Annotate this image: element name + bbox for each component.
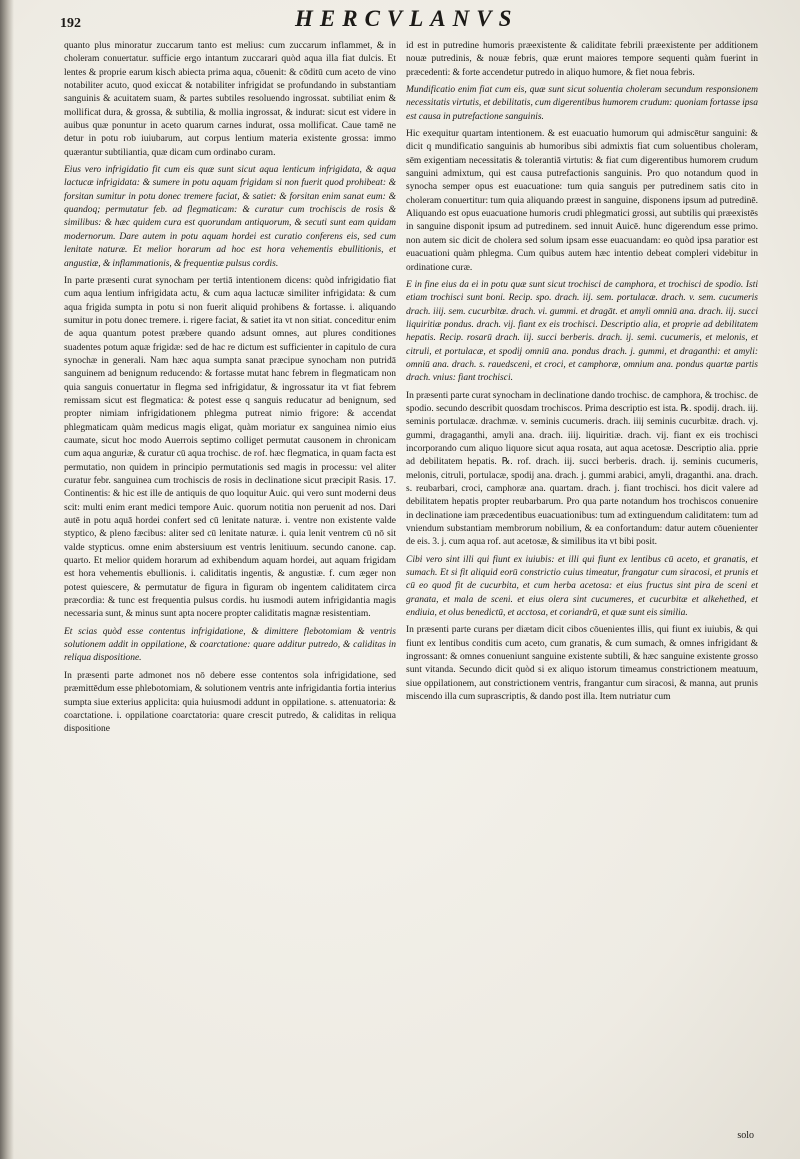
binding-gutter xyxy=(0,0,14,1159)
catchword: solo xyxy=(737,1130,754,1141)
folio-number: 192 xyxy=(60,16,81,31)
commentary-paragraph: In parte præsenti curat synocham per tertiā intentionem dicens: quòd infrigidatio fiat cum aqua lentium infrigidata actu, & cum aqua lactucæ similiter infrigidata: & cum aqua frigida sumpta in potu si non fuerit aliquid prohibens & fortasse. i. aliquando sumitur in potu donec tremere. i. rigere faciat, & satiet ita vt non sitiat. conceditur enim de aqua quantum potest præbere quando adsunt omnes, aut plures conditiones suadentes potum aquæ frigidæ: sed de hac re dictum est sufficienter in capitulo de cura synochæ in generali. Nam hæc aqua sumpta sanat præcipue synocham non putridā sanguinem ad benignum reducendo: & fortasse mutat hanc febrem in flegmaticam non quia sanguis conuertatur in flegma sed infrigidatur, & ingrossatur ita vt fiat febrem remissam sicut est flegmatica: & potest esse q sanguis reducatur ad benignum, sed propter nimiam infrigidationem phlegma putreat nimio frigore: & accendat phlegmaticam quàm medicus magis eligat, quàm moriatur ex sanguinea nimio eius caumate, sicut hoc modo Auerrois septimo colliget permutat causonem in chronicam cum aqua anguriæ, & curatur cū aqua trochisc. de rof. hæc flegmatica, in quam facta est permutatio, non quidem in principio permutationis sed magis in processu: vel aliter curatur febr. sanguinea cum trochiscis de rosis in declinatione sicut præcipit Rasis. 17. Continentis: & hic est ille de antiquis de quo loquitur Auic. qui vero sunt moderni deus scit: multi enim erant medici tempore Auic. quorum notitia non peruenit ad nos. Dari autē in potu aquā hordei confert sed cū lenitate naturæ. i. ventre non existente valde styptico, & pleno fæcibus: aliter sed cū lenitate naturæ. i. quia lenit ventrem cū nō sit valde stypticus. omne enim abstersiuum est ventris lenitiuum. secundo canone. cap. quarto. Et melior quidem horarum ad exhibendum aquam hordei, aut aquam frigidam est hora vehementis ebullionis. i. caliditatis ingentis, & angustiæ. f. cum æger non potest quiescere, & permutatur de figura in figuram ob ingentem caliditatem circa præcordia: & tunc est frequentia pulsus cordis. hu iusmodi autem infrigidantia magis necessaria sunt, & minus sunt apta nocere propter caliditatis magnæ resistentiam. xyxy=(64,275,396,620)
commentary-paragraph: quanto plus minoratur zuccarum tanto est melius: cum zuccarum inflammet, & in choleram conuertatur. sufficie ergo intantum zuccarari quòd aqua illa fiat dulcis. Et lentes & proprie earum kisch abiecta prima aqua, cōuenit: & cōditū cum aceto de vino notabiliter acuto, quod exiccat & notabiliter infrigidat se profundando in substantiam sanguinis & acuitatem suam, & partes subtiles resoluendo ingrossat. subtiliat enim & mollificat dura, & grossa, & subtilia, & mollia ingrossat, & indurat: sicut est videre in auibus quæ ponuntur in aceto quarum carnes indurat, ossa mollificat. Caue tamē ne detur in potu rob iuiubarum, aut corpus lentium materia existente grossa: immo quærantur subtiliantia, quæ dicam cum ordinabo curam. xyxy=(64,41,396,158)
right-column xyxy=(406,40,758,1125)
page-header xyxy=(60,6,760,40)
commentary-lemma: E in fine eius da ei in potu quæ sunt sicut trochisci de camphora, et trochisci de spodio. Isti etiam trochisci sunt boni. Recip. spo. drach. iij. sem. portulacæ. drach. v. sem. cucumeris drach. iiij. sem. cucurbitæ. drach. vi. gummi. et dragāt. et amyli omniū ana. drach. iij. succi liquiritiæ pondus. drach. vij. fiant ex eis trochisci. Descriptio alia, et proprie ad debilitatem hepatis. Recip. rosarū drach. iij. succi berberis. drach. ij. semi. cucumeris, et melonis, et citruli, et portulacæ, et spodij omniū ana. pondus drach. j. gummi, et draganthi: et amyli: omniū ana. drach. s. rauedsceni, et croci, et camphoræ, omnium ana. pondus quartæ partis drach. vnius: fiant trochisci. xyxy=(406,279,758,384)
left-column xyxy=(64,40,396,1076)
commentary-paragraph: Hic exequitur quartam intentionem. & est euacuatio humorum qui admiscētur sanguini: & dicit q mundificatio sanguinis ab humoribus sibi admixtis fiat cum soluentibus choleram, sēm exigentiam necessitatis & tolerantiā virtutis: & fiat cum digerentibus humorem crudum sanguini admixtum, qui est causa putrefactionis sanguinis. Pro quo notandum quod in synocha semper opus est euacuatione: tum quia sanguis per putredinem satis cito in choleram conuertitur: tum quia aliquando præest in sanguine, disponens ipsum ad putredinē. Aliquando est opus euacuatione humoris crudi phlegmatici grossi, aut subtilis qui præexistēs in sanguine disponit ipsum ad putredinem. sed innuit Auicē. hunc digerendum esse primo. non autem sic dicit de cholera sed solum ipsam esse euacuandam: eo quòd ipsa paratior est euacuationi quàm phlegma. Cum quibus autem hæc intentio debeat compleri videbitur in ordinatione curæ. xyxy=(406,129,758,273)
commentary-lemma: Et scias quòd esse contentus infrigidatione, & dimittere flebotomiam & ventris solutionem addit in oppilatione, & coarctatione: quare additur putredo, & caliditas in reliqua dispositione. xyxy=(64,626,396,664)
running-title: HERCVLANVS xyxy=(295,6,519,31)
commentary-paragraph: In præsenti parte curat synocham in declinatione dando trochisc. de camphora, & trochisc. de spodio. secundo describit quosdam trochiscos. Prima descriptio est ista. ℞. spodij. drach. iij. seminis portulacæ. drachmæ. v. seminis cucumeris. drach. iiij seminis cucurbitæ. drach. vj. gummi, dragaganthi, amyli ana. drach. iiij. liquiritiæ. drach. vij. fiant ex eis trochisci incorporando cum aliquo liquore sicut aqua rosata, aut aqua acetosæ. Descriptio alia. pprie ad debilitatem hepatis. ℞. rof. drach. iij. succi berberis. drach. ij. seminis cucumeris, melonis, citruli, portulacæ, spodij ana. drach. j. gummi arabici, amyli, draganthi. ana. drach. s. reubarbari, croci, camphoræ ana. quartam. drach. j. fiant trochisci. hos dicit valere ad debilitatem hepatis propter reubarbarum. Pro qua parte notandum hos trochiscos conuenire in declinatione iam præcedentibus euacuationibus: tum ad extinguendum caliditatem: tum ad vniendum substantiam membrorum nobilium, & ea confortandum: datur autem cōuenienter de eis. 3. j. cum aqua rof. aut acetosæ, & similibus ita vt bibi posit. xyxy=(406,390,758,548)
commentary-lemma: Cibi vero sint illi qui fiunt ex iuiubis: et illi qui fiunt ex lentibus cū aceto, et granatis, et sumach. Et si fit aliquid eorū constrictio cuius timeatur, frangatur cum siracosi, et prunis et cū eo quod fit de cucurbita, et cum herba acetosa: et eius fructus sint pira de sceni et granata, et mala de sceni. et eius olera sint cucumeres, et cucurbitæ et alkehethed, et endiuia, et olus benedictū, et acctosa, et coriandrū, et quæ sunt eis similia. xyxy=(406,554,758,619)
commentary-paragraph: In præsenti parte curans per diætam dicit cibos cōuenientes illis, qui fiunt ex iuiubis, & qui fiunt ex lentibus conditis cum aceto, cum granatis, & cum sumach, & omnes infrigidant & ingrossant: & omnes conueniunt sanguine existente subtili, & hæc sanguine existente grosso sunt vitanda. Secundo dicit quòd si ex aliquo istorum timeamus constrictionem meatuum, siue oppilationem, aut constrictionem ventris, frangantur cum siracosi, & manna, aut prunis miscendo illa cum suprascriptis, & dando post illa. Item nutriatur cum xyxy=(406,625,758,703)
commentary-lemma: Mundificatio enim fiat cum eis, quæ sunt sicut soluentia choleram secundum responsionem necessitatis virtutis, et debilitatis, cum digerentibus humorem crudum: quoniam fortasse ipsa est causa in putrefactione sanguinis. xyxy=(406,85,758,122)
commentary-paragraph: In præsenti parte admonet nos nō debere esse contentos sola infrigidatione, sed præmittēdum esse phlebotomiam, & solutionem ventris ante infrigidantia fortia interius sumpta siue exterius applicita: quia huiusmodi addunt in oppilatione. s. attenuatoria: & coarctatione. i. oppilatione coarctatoria: quare crescit putredo, & caliditas in reliqua dispositione xyxy=(64,670,396,735)
commentary-paragraph: id est in putredine humoris præexistente & caliditate febrili præexistente per additionem nouæ putredinis, & nouæ febris, quæ erunt maiores tempore sequenti quàm fuerint in præcedenti: & forte accendetur putredo in aliquo humore, & fiet noua febris. xyxy=(406,41,758,78)
commentary-lemma: Eius vero infrigidatio fit cum eis quæ sunt sicut aqua lenticum infrigidata, & aqua lactucæ infrigidata: & sumere in potu aquam frigidam si non fuerit quod prohibeat: & forsitan sumitur in potu donec tremere faciat, & satiet: & forsitan enim sanat eum: & quandoq; permutatur feb. ad flegmaticam: & curatur cum trochiscis de rosis & similibus: & hæc quidem cura est quorundam antiquorum, & secuti sunt eam quidam modernorum. Dare autem in potu aquam hordei est curatio conferens eis, sed cum lenitate naturæ. Et melior horarum ad hoc est hora vehementis ebullitionis, et angustiæ, & inflammationis, & frequentiæ pulsus cordis. xyxy=(64,165,396,269)
